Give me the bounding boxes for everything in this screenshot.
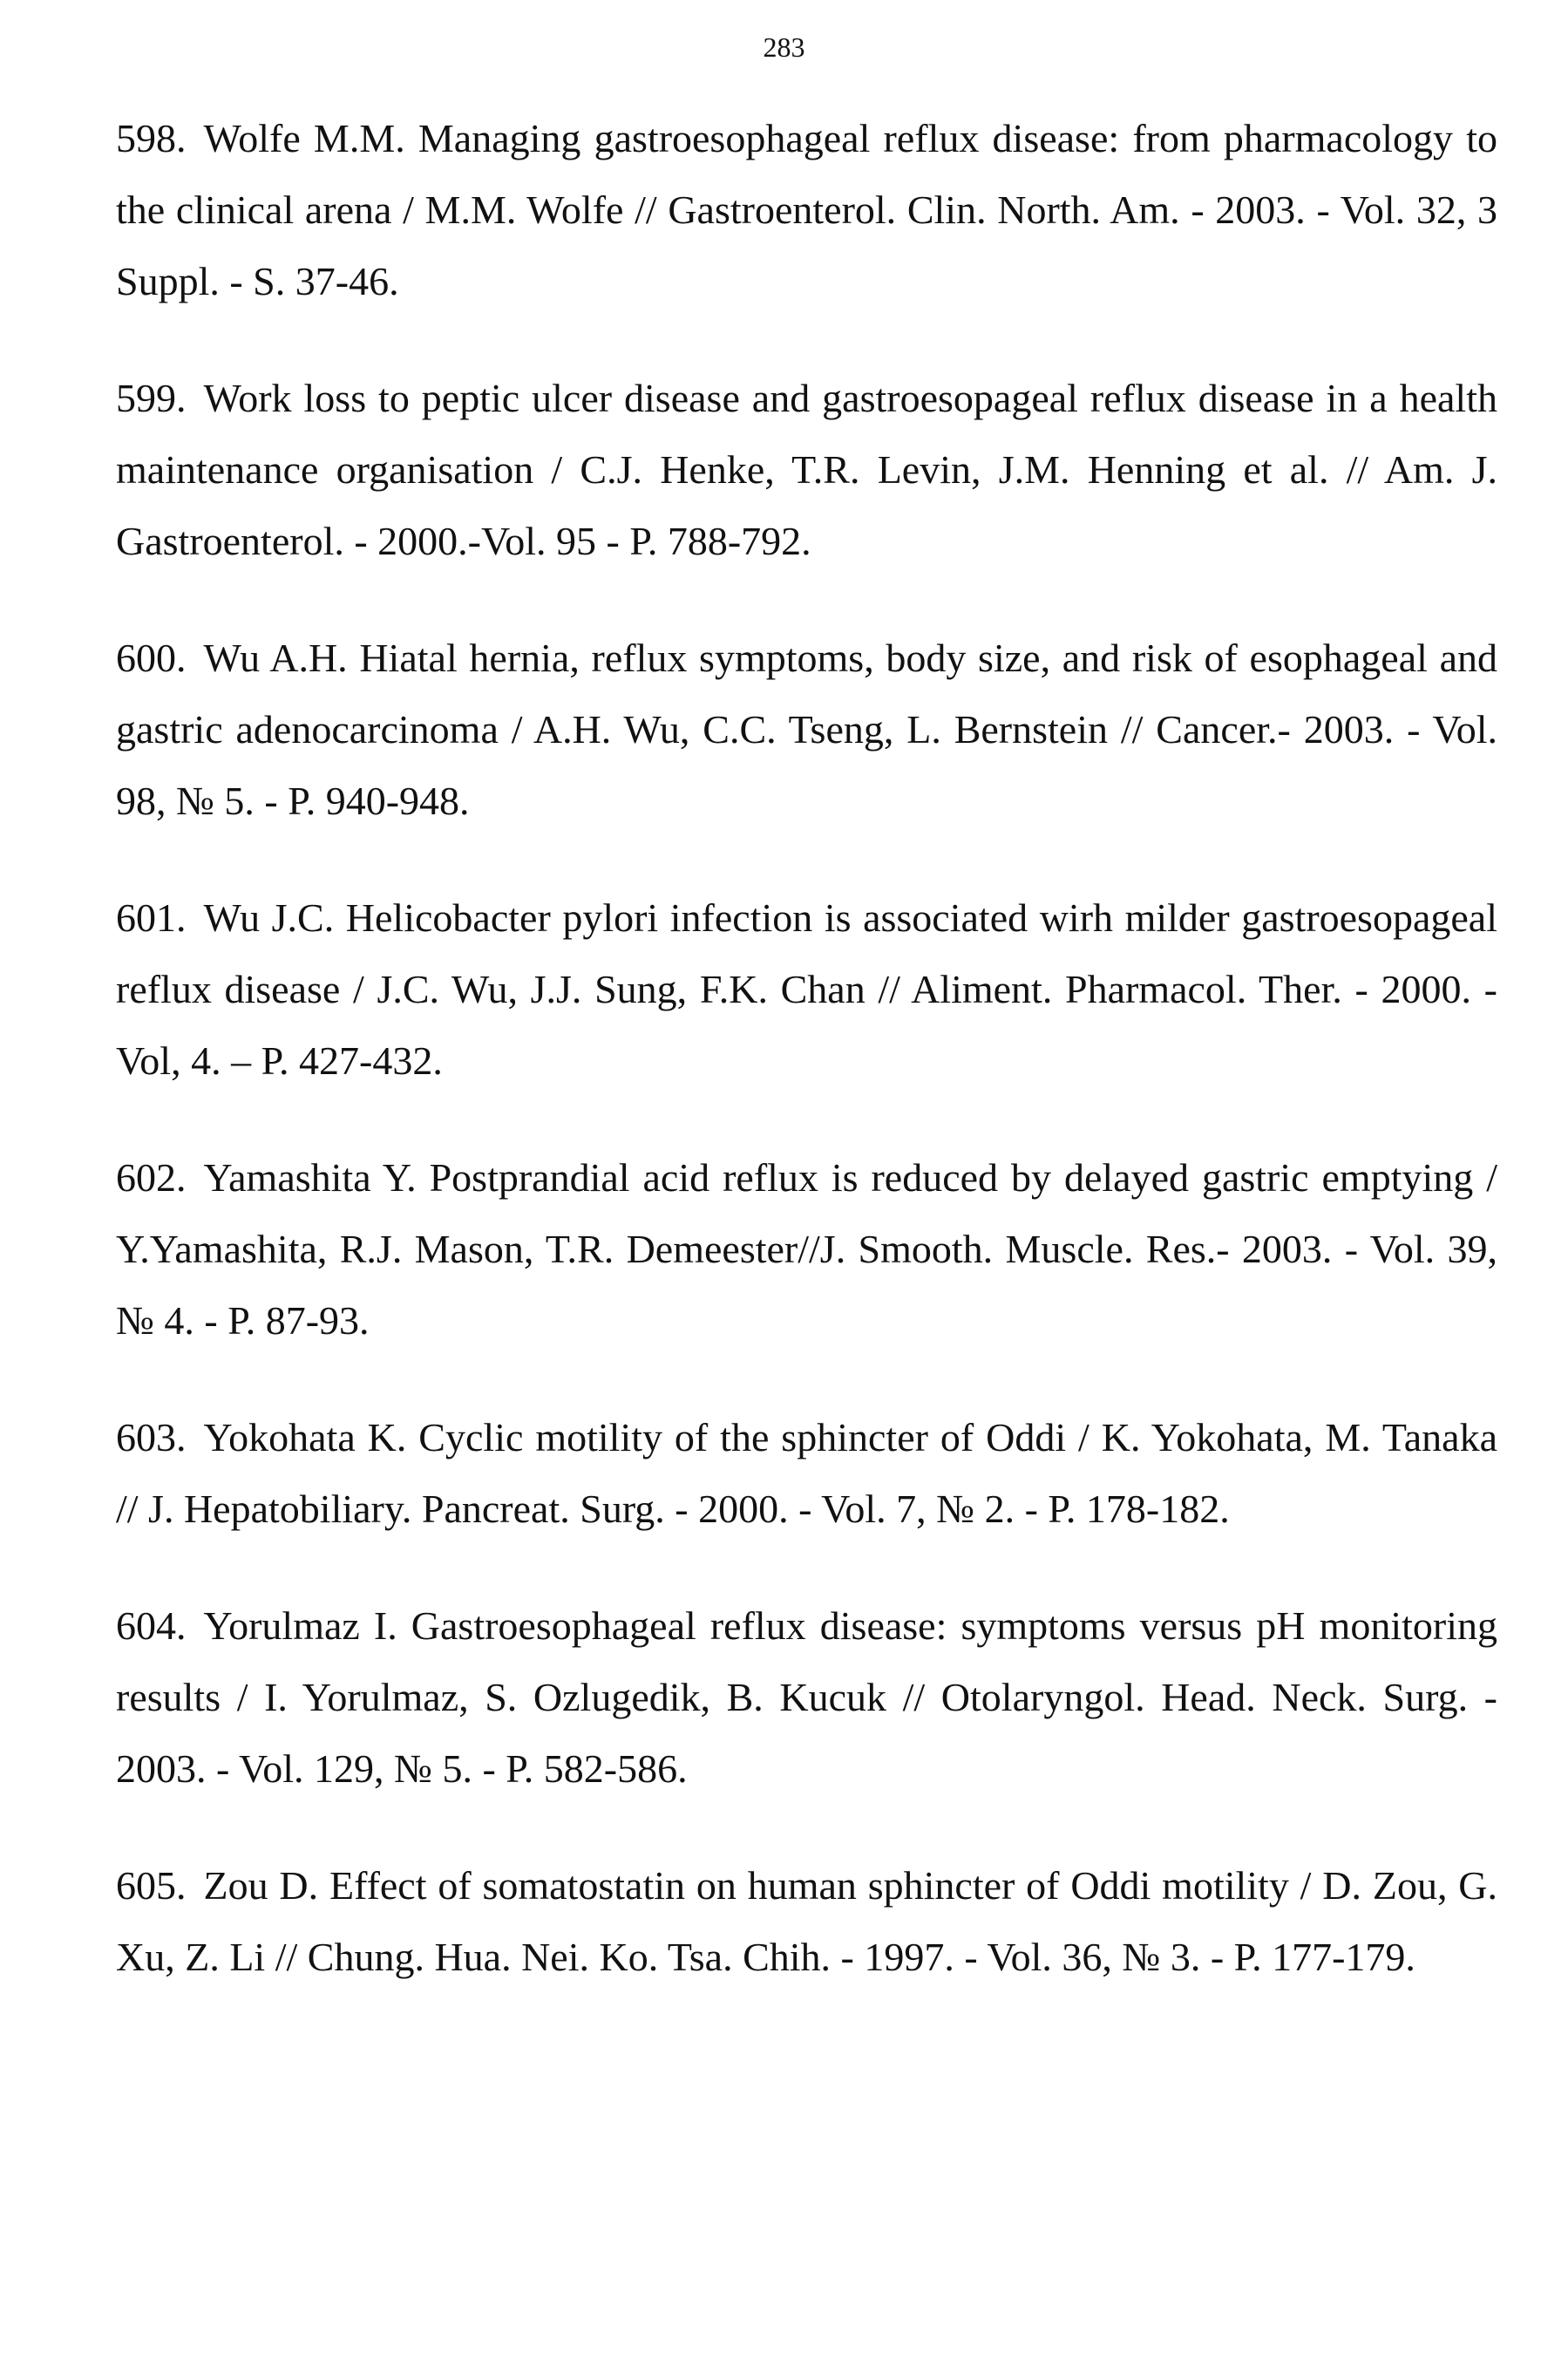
reference-entry-603 bbox=[116, 1402, 1497, 1545]
reference-text: Wu A.H. Hiatal hernia, reflux symptoms, body size, and risk of esophageal and gastric adenocarcinoma / A.H. Wu, C.C. Tseng, L. Bernstein // Cancer.- 2003. - Vol. 98, № 5. - P. 940-948. bbox=[116, 636, 1497, 823]
reference-text: Yokohata K. Cyclic motility of the sphincter of Oddi / K. Yokohata, M. Tanaka // J. Hepatobiliary. Pancreat. Surg. - 2000. - Vol. 7, № 2. - P. 178-182. bbox=[116, 1415, 1497, 1531]
reference-number: 603. bbox=[116, 1415, 187, 1459]
reference-entry-605 bbox=[116, 1850, 1497, 1993]
reference-text: Wu J.C. Helicobacter pylori infection is associated wirh milder gastroesopageal reflux disease / J.C. Wu, J.J. Sung, F.K. Chan // Aliment. Pharmacol. Ther. - 2000. - Vol, 4. – P. 427-432. bbox=[116, 895, 1497, 1083]
reference-text: Work loss to peptic ulcer disease and gastroesopageal reflux disease in a health maintenance organisation / C.J. Henke, T.R. Levin, J.M. Henning et al. // Am. J. Gastroenterol. - 2000.-Vol. 95 - P. 788-792. bbox=[116, 376, 1497, 563]
reference-list bbox=[116, 103, 1497, 2038]
reference-entry-599 bbox=[116, 363, 1497, 577]
reference-entry-601 bbox=[116, 882, 1497, 1097]
reference-number: 604. bbox=[116, 1603, 187, 1648]
reference-text: Zou D. Effect of somatostatin on human sphincter of Oddi motility / D. Zou, G. Xu, Z. Li // Chung. Hua. Nei. Ko. Tsa. Chih. - 1997. - Vol. 36, № 3. - P. 177-179. bbox=[116, 1863, 1497, 1979]
reference-number: 605. bbox=[116, 1863, 187, 1908]
reference-number: 601. bbox=[116, 895, 187, 940]
reference-number: 599. bbox=[116, 376, 187, 420]
reference-entry-604 bbox=[116, 1590, 1497, 1805]
reference-number: 598. bbox=[116, 116, 187, 160]
reference-entry-600 bbox=[116, 623, 1497, 837]
reference-text: Yamashita Y. Postprandial acid reflux is reduced by delayed gastric emptying / Y.Yamashita, R.J. Mason, T.R. Demeester//J. Smooth. Muscle. Res.- 2003. - Vol. 39, № 4. - P. 87-93. bbox=[116, 1155, 1497, 1343]
reference-number: 602. bbox=[116, 1155, 187, 1200]
reference-text: Yorulmaz I. Gastroesophageal reflux disease: symptoms versus pH monitoring results / I. Yorulmaz, S. Ozlugedik, B. Kucuk // Otolaryngol. Head. Neck. Surg. - 2003. - Vol. 129, № 5. - P. 582-586. bbox=[116, 1603, 1497, 1791]
reference-entry-602 bbox=[116, 1142, 1497, 1357]
reference-number: 600. bbox=[116, 636, 187, 680]
page-number: 283 bbox=[763, 31, 805, 63]
reference-entry-598 bbox=[116, 103, 1497, 317]
reference-text: Wolfe M.M. Managing gastroesophageal reflux disease: from pharmacology to the clinical arena / M.M. Wolfe // Gastroenterol. Clin. North. Am. - 2003. - Vol. 32, 3 Suppl. - S. 37-46. bbox=[116, 116, 1497, 303]
